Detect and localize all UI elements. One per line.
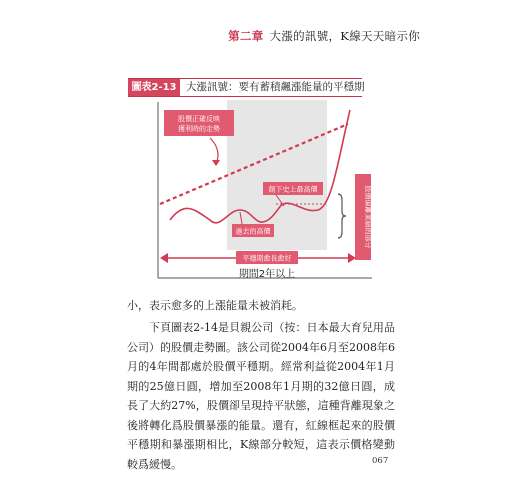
past-high-label: 過去的高價 bbox=[235, 227, 271, 236]
figure-title-bar bbox=[128, 78, 365, 97]
plateau-arrow-right-head bbox=[348, 253, 356, 263]
chapter-title: 大漲的訊號，K線天天暗示你 bbox=[269, 29, 420, 43]
paragraph-2 bbox=[127, 318, 395, 474]
period-label: 期間2年以上 bbox=[238, 269, 296, 280]
vertical-label: 股價偏離業績的部分 bbox=[364, 185, 372, 249]
figure-diagram bbox=[150, 100, 380, 290]
top-note-line1: 股價正確反映 bbox=[178, 115, 220, 123]
figure-title: 大漲訊號：要有蓄積飆漲能量的平穩期 bbox=[186, 81, 365, 93]
page-header bbox=[0, 28, 420, 44]
top-note-arrowhead bbox=[212, 160, 220, 166]
figure-label: 圖表2-13 bbox=[128, 79, 180, 96]
paragraph-1 bbox=[127, 296, 395, 316]
plateau-arrow-left-head bbox=[160, 253, 168, 263]
deviation-bracket bbox=[338, 194, 346, 238]
page-number: 067 bbox=[372, 456, 389, 466]
new-high-label: 創下史上最高價 bbox=[268, 185, 318, 194]
paragraph-1-text: 小，表示愈多的上漲能量未被消耗。 bbox=[127, 299, 303, 312]
paragraph-2-text: 下頁圖表2-14是貝親公司（按：日本最大育兒用品公司）的股價走勢圖。該公司從2004年6月至2008年6月的4年間都處於股價平穩期。經常利益從2004年1月期的25億日圓，增加至2008年1月期的32億日圓，成長了大約27%，股價卻呈現持平狀態，這種背離現象之後將轉化爲股價暴漲的能量。還有，紅線框起來的股價平穩期和暴漲期相比，K線部分較短，這表示價格變動較爲緩慢。 bbox=[127, 321, 395, 471]
plateau-label: 平穩期愈長愈好 bbox=[242, 254, 292, 263]
top-note-line2: 獲利時的走勢 bbox=[178, 125, 220, 133]
chapter-label: 第二章 bbox=[228, 29, 264, 43]
